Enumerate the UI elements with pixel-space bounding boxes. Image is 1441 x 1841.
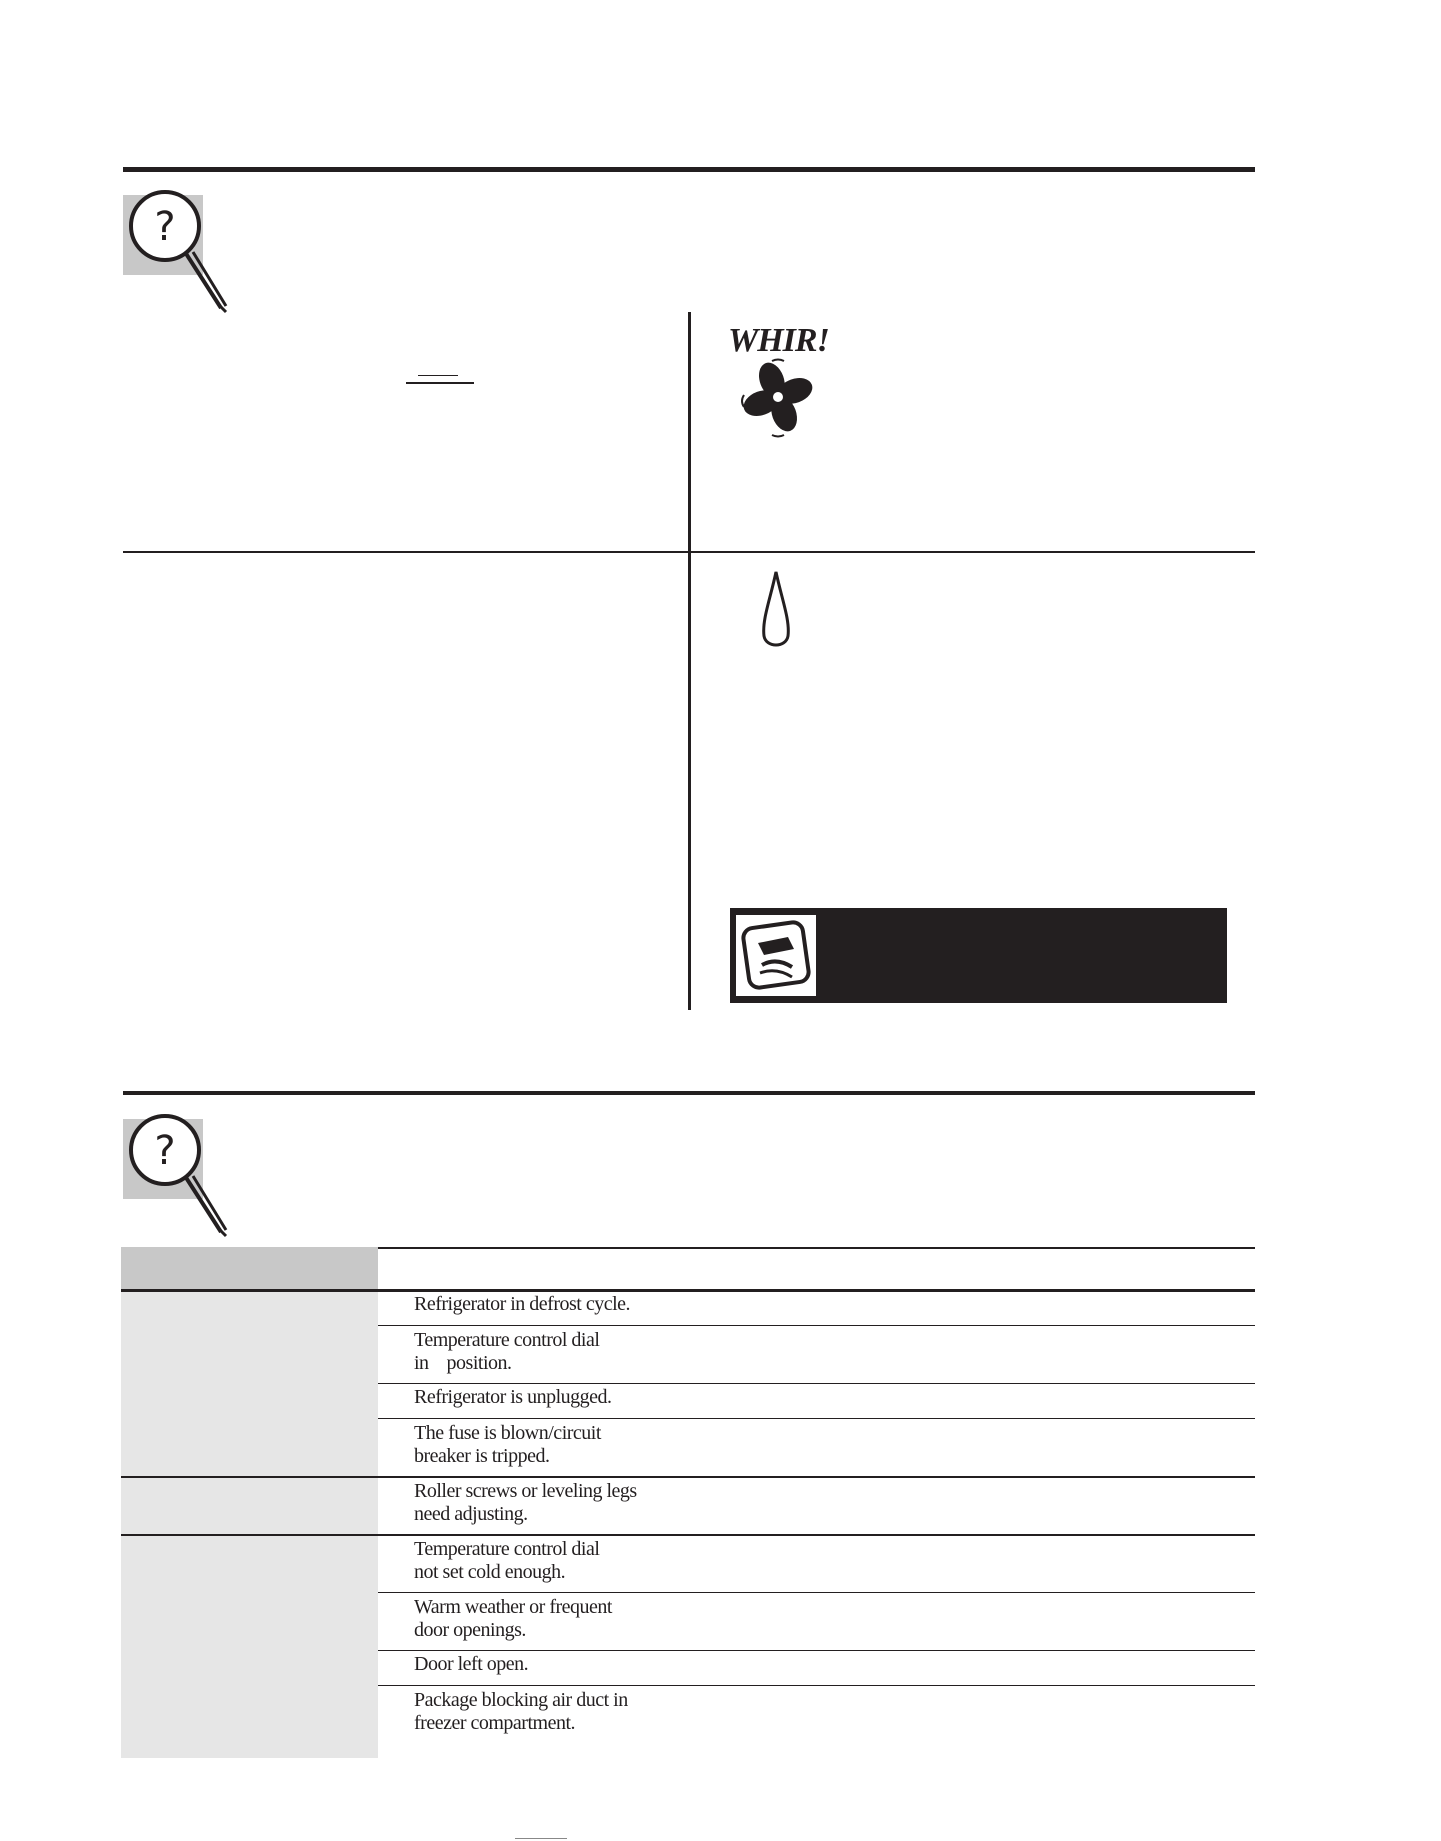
svg-text:?: ? — [154, 204, 176, 250]
group-rule — [121, 1476, 1255, 1478]
problem-cell-group-2 — [121, 1478, 378, 1534]
cause-package-blocking — [414, 1689, 628, 1735]
question-magnifier-icon — [123, 1114, 233, 1244]
section-2-rule — [123, 1091, 1255, 1095]
underline-mark — [406, 382, 474, 384]
cause-line: need adjusting. — [414, 1503, 528, 1525]
cause-line: Temperature control dial — [414, 1538, 600, 1560]
cause-warm-weather — [414, 1596, 612, 1642]
cause-line: Warm weather or frequent — [414, 1596, 612, 1618]
underline-mark-2 — [418, 375, 458, 376]
column-divider — [688, 312, 691, 1010]
cause-text: Door left open. — [414, 1653, 529, 1675]
cause-door-open — [414, 1653, 528, 1676]
row-rule — [378, 1592, 1255, 1593]
cause-line: not set cold enough. — [414, 1561, 566, 1583]
row-rule — [378, 1325, 1255, 1326]
cause-line: in position. — [414, 1352, 512, 1374]
note-box — [730, 908, 1227, 1003]
row-rule — [378, 1418, 1255, 1419]
cause-line: The fuse is blown/circuit — [414, 1422, 601, 1444]
section-1-rule — [123, 167, 1255, 172]
cause-line: Roller screws or leveling legs — [414, 1480, 637, 1502]
row-rule — [378, 1685, 1255, 1686]
row-rule — [378, 1383, 1255, 1384]
cause-text — [414, 1422, 601, 1467]
table-header — [121, 1247, 1255, 1289]
cause-line: freezer compartment. — [414, 1712, 576, 1734]
cause-line: door openings. — [414, 1619, 526, 1641]
svg-text:?: ? — [154, 1128, 176, 1174]
cause-text: Refrigerator is unplugged. — [414, 1386, 612, 1408]
page-bottom-mark — [515, 1838, 567, 1839]
section-1-row-divider — [123, 551, 1255, 553]
cause-line: Temperature control dial — [414, 1329, 600, 1351]
note-icon — [736, 915, 816, 996]
cause-unplugged — [414, 1386, 612, 1409]
whir-label: WHIR! — [728, 322, 829, 359]
table-header-problem-cell — [121, 1247, 378, 1289]
cause-roller-screws — [414, 1480, 637, 1526]
cause-text — [414, 1596, 612, 1641]
cause-text — [414, 1480, 637, 1525]
cause-text — [414, 1329, 599, 1374]
water-drop-icon — [758, 570, 794, 650]
question-magnifier-icon — [123, 190, 233, 320]
cause-line: Package blocking air duct in — [414, 1689, 628, 1711]
cause-text — [414, 1689, 628, 1734]
cause-temp-dial-cold — [414, 1538, 599, 1584]
cause-text: Refrigerator in defrost cycle. — [414, 1293, 631, 1315]
cause-line: breaker is tripped. — [414, 1445, 550, 1467]
problem-cell-group-1 — [121, 1292, 378, 1474]
cause-fuse-blown — [414, 1422, 601, 1468]
fan-icon — [728, 355, 838, 465]
row-rule — [378, 1650, 1255, 1651]
cause-defrost-cycle — [414, 1293, 630, 1316]
cause-text — [414, 1538, 599, 1583]
problem-cell-group-3 — [121, 1537, 378, 1758]
group-rule — [121, 1534, 1255, 1536]
cause-temp-dial-position — [414, 1329, 599, 1375]
